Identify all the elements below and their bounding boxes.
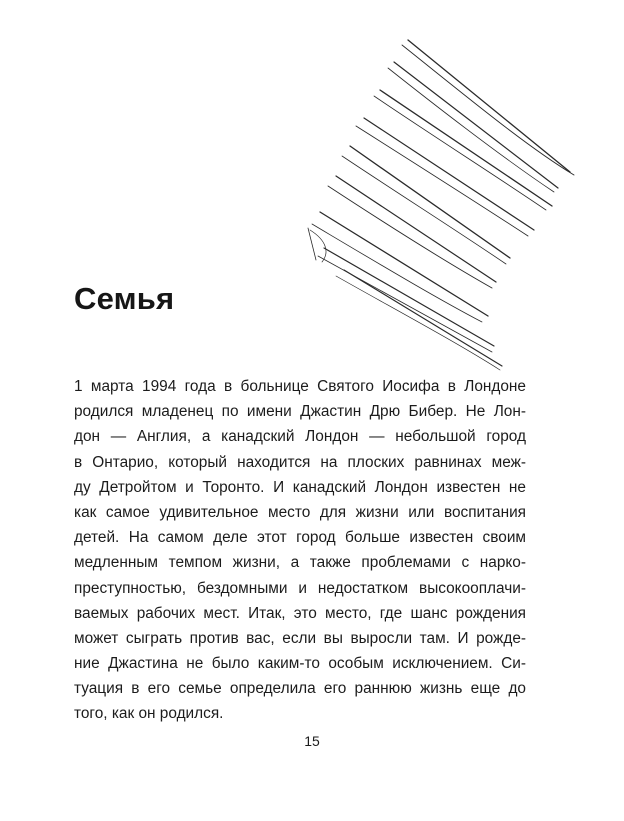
chapter-title: Семья — [74, 281, 175, 316]
text-line: туация в его семье определила его раннюю жизнь еще до — [74, 680, 526, 698]
pencil-scribble-icon — [296, 30, 586, 375]
text-line: ваемых рабочих мест. Итак, это место, где шанс рождения — [74, 604, 526, 622]
text-line: дон — Англия, а канадский Лондон — небольшой город — [74, 428, 526, 446]
text-line: медленным темпом жизни, а также проблемами с нарко- — [74, 554, 526, 572]
text-line: ду Детройтом и Торонто. И канадский Лондон известен не — [74, 478, 526, 496]
text-line: как самое удивительное место для жизни или воспитания — [74, 503, 526, 521]
text-line: 1 марта 1994 года в больнице Святого Иосифа в Лондоне — [74, 378, 526, 395]
text-line: преступностью, бездомными и недостатком высокооплачи- — [74, 579, 526, 597]
body-paragraph — [74, 374, 526, 727]
text-line: родился младенец по имени Джастин Дрю Бибер. Не Лон- — [74, 403, 526, 421]
page-number: 15 — [304, 733, 320, 749]
text-line: может сыграть против вас, если вы выросли там. И рожде- — [74, 629, 526, 647]
text-line: того, как он родился. — [74, 705, 224, 723]
text-line: в Онтарио, который находится на плоских равнинах меж- — [74, 453, 526, 471]
text-line: ние Джастина не было каким-то особым исключением. Си- — [74, 655, 526, 673]
text-line: детей. На самом деле этот город больше известен своим — [74, 529, 526, 547]
